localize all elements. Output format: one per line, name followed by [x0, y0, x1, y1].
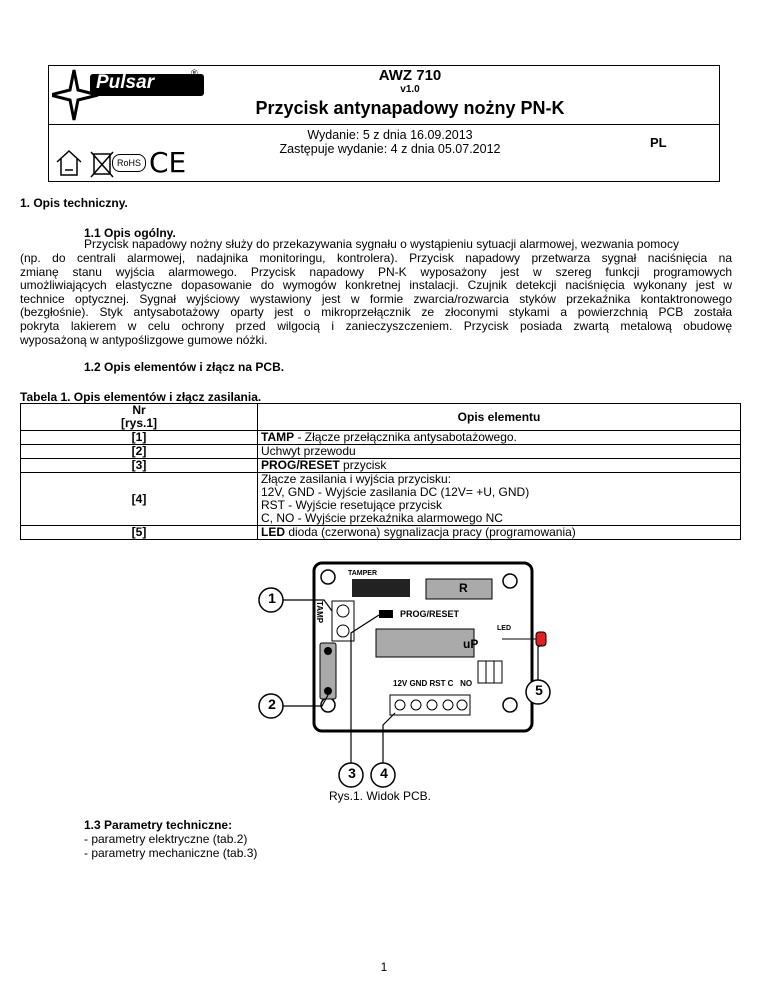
pcb-diagram [240, 555, 570, 795]
callout-4: 4 [380, 765, 388, 781]
header-ref-line: [rys.1] [120, 416, 158, 430]
row-text: - Złącze przełącznika antysabotażowego. [294, 430, 517, 444]
row-bold-term: LED [261, 525, 285, 539]
registered-mark: ® [191, 68, 198, 78]
row-nr: [5] [21, 526, 258, 540]
product-code: AWZ 710 [378, 67, 442, 84]
table-row [21, 473, 741, 526]
callout-2: 2 [268, 696, 276, 712]
general-description [20, 252, 732, 347]
label-terminals: 12V GND RST C NO [393, 679, 473, 688]
product-version: v1.0 [400, 84, 420, 95]
paragraph-line: umożliwiających elastyczne dopasowanie do wymogów konkretnej instalacji. Czujnik detekcji naciśnięcia wykonany jest w [20, 278, 732, 293]
table-row [21, 431, 741, 445]
table-header-description: Opis elementu [258, 404, 741, 431]
row-description [258, 473, 741, 526]
paragraph-line: (bezgłośnie). Styk antysabotażowy oparty jest o mikroprzełącznik ze złoconymi stykami a powierzchnią PCB została [20, 305, 732, 320]
row-line: RST - Wyjście resetujące przycisk [261, 498, 443, 512]
label-led: LED [497, 625, 511, 632]
params-item: - parametry elektryczne (tab.2) [84, 832, 248, 846]
row-line: Złącze zasilania i wyjścia przycisku: [261, 472, 452, 486]
row-line: 12V, GND - Wyjście zasilania DC (12V= +U, GND) [261, 485, 530, 499]
header-divider [48, 124, 720, 125]
label-tamp: TAMP [315, 601, 324, 624]
label-prog-reset: PROG/RESET [400, 609, 460, 619]
edition-text: Wydanie: 5 z dnia 16.09.2013 [307, 128, 473, 142]
table-row [21, 459, 741, 473]
row-nr: [1] [21, 431, 258, 445]
table-header-nr [21, 404, 258, 431]
product-title: Przycisk antynapadowy nożny PN-K [255, 98, 565, 118]
subsection-title-general: 1.1 Opis ogólny. [84, 226, 176, 240]
led-diode [536, 632, 546, 646]
paragraph-line: zmianę stanu wyjścia alarmowego. Przycisk napadowy PN-K wyposażony jest w szereg funkcji programowych [20, 264, 732, 279]
table-header-row [21, 404, 741, 431]
callout-1: 1 [268, 590, 276, 606]
table-caption: Tabela 1. Opis elementów i złącz zasilania. [20, 390, 262, 404]
row-nr: [3] [21, 459, 258, 473]
callout-5: 5 [535, 682, 543, 698]
table-row [21, 526, 741, 540]
row-nr: [2] [21, 445, 258, 459]
brand-name: Pulsar [96, 72, 155, 93]
rohs-badge: RoHS [112, 154, 146, 172]
row-bold-term: PROG/RESET [261, 458, 340, 472]
label-relay-r: R [459, 581, 468, 595]
row-nr: [4] [21, 473, 258, 526]
subsection-title-params: 1.3 Parametry techniczne: [84, 818, 233, 832]
subsection-title-pcb: 1.2 Opis elementów i złącz na PCB. [84, 360, 285, 374]
language-code: PL [650, 135, 667, 150]
elements-table [20, 403, 741, 540]
ce-mark-icon: CE [149, 146, 187, 179]
label-up: uP [463, 637, 479, 651]
callout-3: 3 [348, 765, 356, 781]
section-title: 1. Opis techniczny. [20, 196, 128, 210]
terminal-block [390, 695, 470, 715]
row-line: C, NO - Wyjście przekaźnika alarmowego NC [261, 511, 503, 525]
paragraph-first-line: Przycisk napadowy nożny służy do przekazywania sygnału o wystąpieniu sytuacji alarmowej, wezwania pomocy [84, 237, 679, 251]
paragraph-line: pokryta lakierem w celu ochrony przed wilgocią i zanieczyszczeniem. Przycisk posiada zwartą metalową obudowę [20, 318, 732, 333]
paragraph-line: wyposażoną w antypoślizgowe gumowe nóżki. [20, 332, 268, 347]
page-number: 1 [380, 960, 388, 974]
replaces-text: Zastępuje wydanie: 4 z dnia 05.07.2012 [279, 142, 501, 156]
small-relay [478, 661, 502, 683]
row-bold-term: TAMP [261, 430, 295, 444]
row-text: przycisk [339, 458, 387, 472]
row-description: Uchwyt przewodu [258, 445, 741, 459]
microcontroller-chip [376, 629, 474, 657]
paragraph-line: technice optycznej. Sygnał wyjściowy wystawiony jest w formie zwarcia/rozwarcia styków przekaźnika kontaktronowego [20, 291, 732, 306]
row-description [258, 459, 741, 473]
prog-reset-button [379, 610, 393, 618]
figure-caption: Rys.1. Widok PCB. [328, 789, 432, 803]
tamper-switch [352, 579, 410, 597]
row-description [258, 431, 741, 445]
header-nr-line: Nr [132, 403, 146, 417]
paragraph-line: (np. do centrali alarmowej, nadajnika monitoringu, kontrolera). Przycisk napadowy przetwarza sygnał naciśnięcia na [20, 251, 732, 265]
params-item: - parametry mechaniczne (tab.3) [84, 846, 258, 860]
row-description [258, 526, 741, 540]
table-row [21, 445, 741, 459]
label-tamper: TAMPER [348, 570, 378, 577]
row-text: dioda (czerwona) sygnalizacja pracy (programowania) [285, 525, 576, 539]
